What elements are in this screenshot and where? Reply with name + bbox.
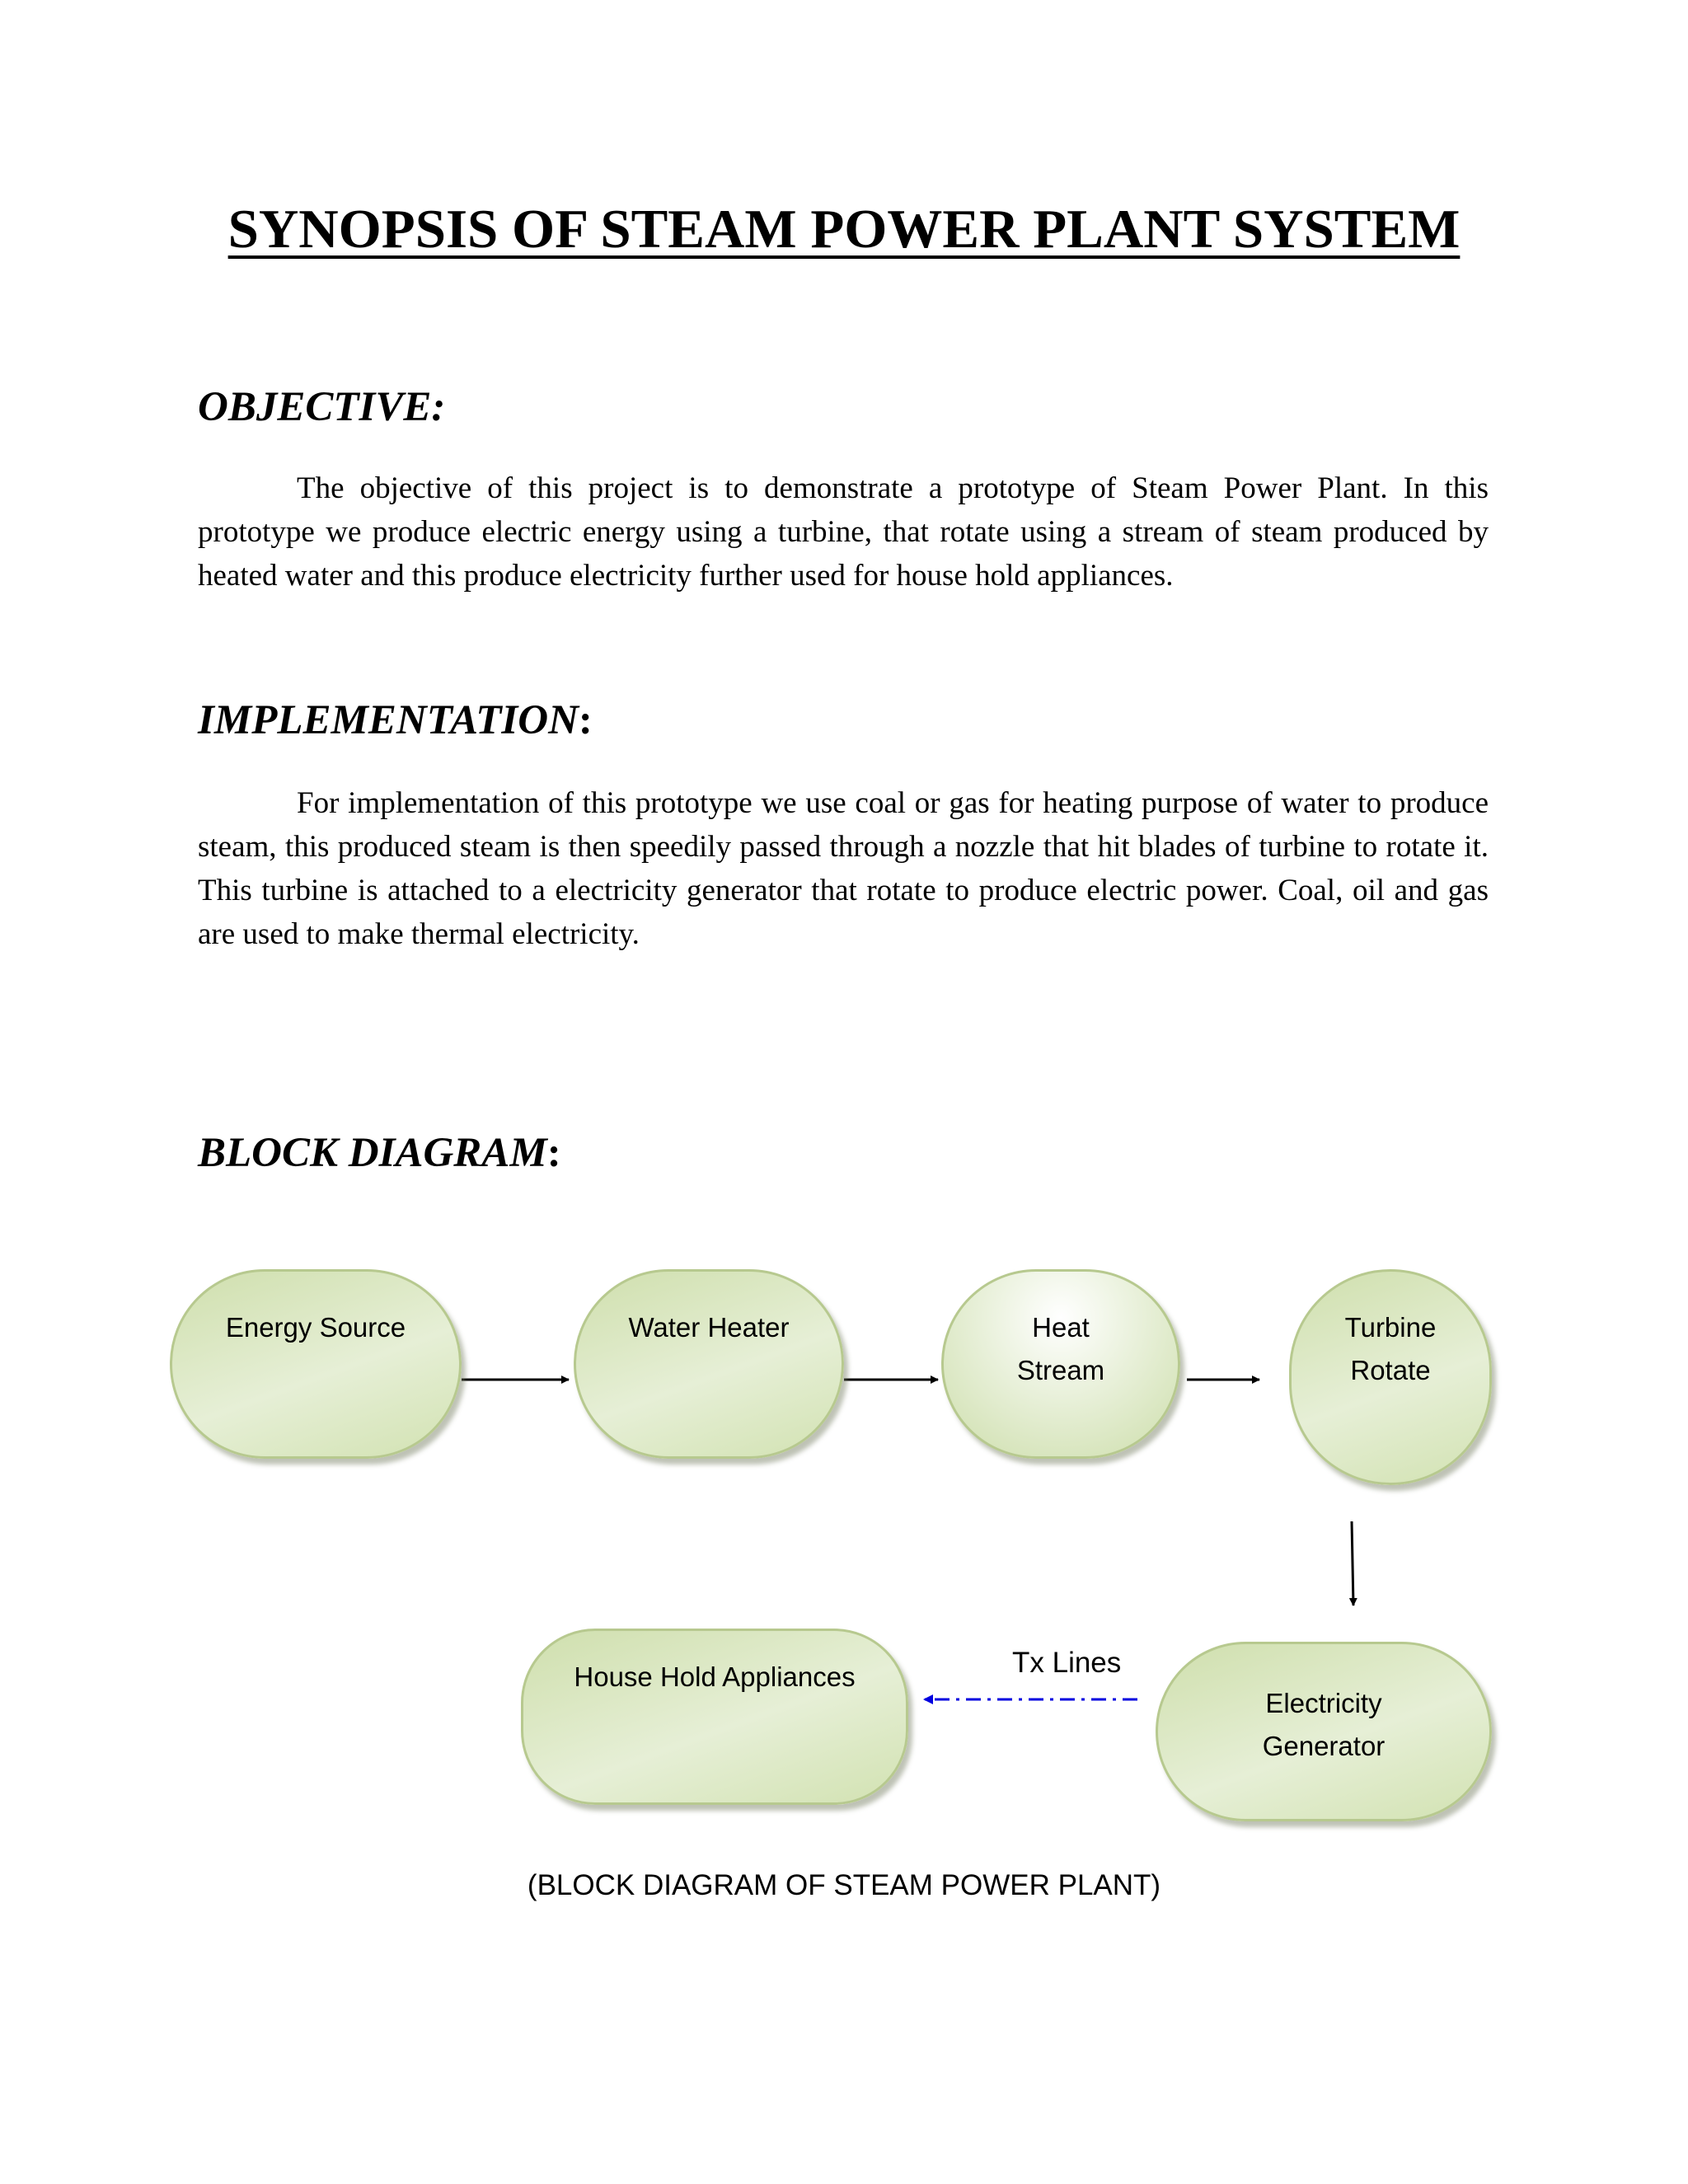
node-energy-source	[170, 1269, 462, 1459]
implementation-heading-colon: :	[578, 697, 593, 743]
implementation-heading	[198, 696, 593, 744]
tx-lines-label: Tx Lines	[1012, 1647, 1122, 1679]
node-electricity-generator-line1: Electricity	[1265, 1688, 1382, 1718]
block-diagram	[0, 1236, 1688, 1896]
node-water-heater	[574, 1269, 844, 1459]
node-house-hold-appliances-label: House Hold Appliances	[574, 1661, 856, 1692]
node-house-hold-appliances	[521, 1629, 908, 1805]
objective-paragraph: The objective of this project is to demonstrate a prototype of Steam Power Plant. In this prototype we produce electric energy using a turbine, that rotate using a stream of steam produced by heated water and this produce electricity further used for house hold appliances.	[198, 471, 1489, 593]
page-title: SYNOPSIS OF STEAM POWER PLANT SYSTEM	[227, 199, 1461, 260]
diagram-caption: (BLOCK DIAGRAM OF STEAM POWER PLANT)	[527, 1869, 1161, 1901]
node-water-heater-label: Water Heater	[628, 1312, 790, 1343]
block-diagram-heading-text: BLOCK DIAGRAM	[198, 1130, 547, 1176]
node-turbine-rotate	[1289, 1269, 1492, 1485]
block-diagram-heading-colon: :	[546, 1130, 561, 1176]
block-diagram-heading	[198, 1129, 561, 1177]
implementation-paragraph: For implementation of this prototype we use coal or gas for heating purpose of water to produce steam, this produced steam is then speedily passed through a nozzle that hit blades of turbine to rotate it. This turbine is attached to a electricity generator that rotate to produce electric power. Coal, oil and gas are used to make thermal electricity.	[198, 786, 1489, 951]
objective-heading: OBJECTIVE:	[198, 384, 446, 430]
node-heat-stream-line1: Heat	[1032, 1312, 1090, 1343]
node-electricity-generator	[1156, 1642, 1492, 1821]
node-heat-stream	[941, 1269, 1180, 1459]
node-energy-source-label: Energy Source	[225, 1312, 406, 1343]
node-electricity-generator-line2: Generator	[1262, 1731, 1386, 1761]
arrow-turbine-to-generator	[1352, 1521, 1353, 1605]
node-turbine-rotate-line1: Turbine	[1344, 1312, 1437, 1343]
implementation-heading-text: IMPLEMENTATION	[198, 697, 579, 743]
node-turbine-rotate-line2: Rotate	[1350, 1355, 1431, 1385]
node-heat-stream-line2: Stream	[1016, 1355, 1105, 1385]
